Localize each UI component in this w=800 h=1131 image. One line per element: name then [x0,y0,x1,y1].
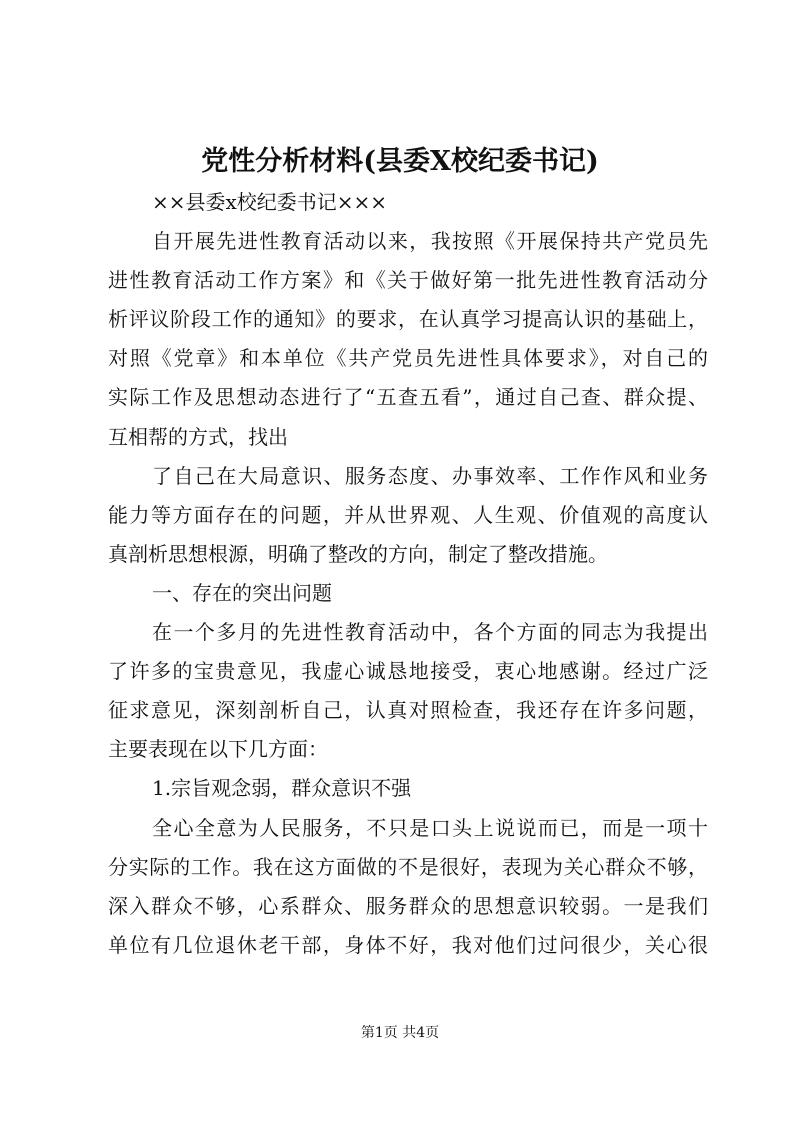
paragraph-line: 了许多的宝贵意见，我虚心诚恳地接受，衷心地感谢。经过广泛 [108,659,708,684]
paragraph-line: 互相帮的方式，找出 [108,424,288,449]
paragraph-line: 征求意见，深刻剖析自己，认真对照检查，我还存在许多问题， [108,698,708,723]
author-line: ××县委x校纪委书记××× [152,190,388,214]
paragraph-line: 主要表现在以下几方面： [108,737,328,762]
paragraph-line: 深入群众不够，心系群众、服务群众的思想意识较弱。一是我们 [108,893,708,918]
paragraph-line: 进性教育活动工作方案》和《关于做好第一批先进性教育活动分 [108,268,708,293]
paragraph-line: 单位有几位退休老干部，身体不好，我对他们过问很少，关心很 [108,932,708,957]
paragraph-line: 了自己在大局意识、服务态度、办事效率、工作作风和业务 [152,463,708,488]
paragraph-line: 在一个多月的先进性教育活动中，各个方面的同志为我提出 [152,620,708,645]
paragraph-line: 分实际的工作。我在这方面做的不是很好，表现为关心群众不够， [108,854,708,879]
section-heading: 一、存在的突出问题 [152,580,332,605]
paragraph-line: 真剖析思想根源，明确了整改的方向，制定了整改措施。 [108,541,608,566]
paragraph-line: 自开展先进性教育活动以来，我按照《开展保持共产党员先 [152,229,708,254]
document-title: 党性分析材料(县委X校纪委书记) [201,146,599,177]
paragraph-line: 全心全意为人民服务，不只是口头上说说而已，而是一项十 [152,815,708,840]
subsection-heading: 1.宗旨观念弱，群众意识不强 [152,776,412,801]
paragraph-line: 析评议阶段工作的通知》的要求，在认真学习提高认识的基础上， [108,307,708,332]
paragraph-line: 能力等方面存在的问题，并从世界观、人生观、价值观的高度认 [108,502,708,527]
paragraph-line: 实际工作及思想动态进行了“五查五看”，通过自己查、群众提、 [108,385,708,410]
page-number: 第1页 共4页 [360,1025,440,1041]
document-body [108,183,708,965]
paragraph-line: 对照《党章》和本单位《共产党员先进性具体要求》，对自己的 [108,346,708,371]
